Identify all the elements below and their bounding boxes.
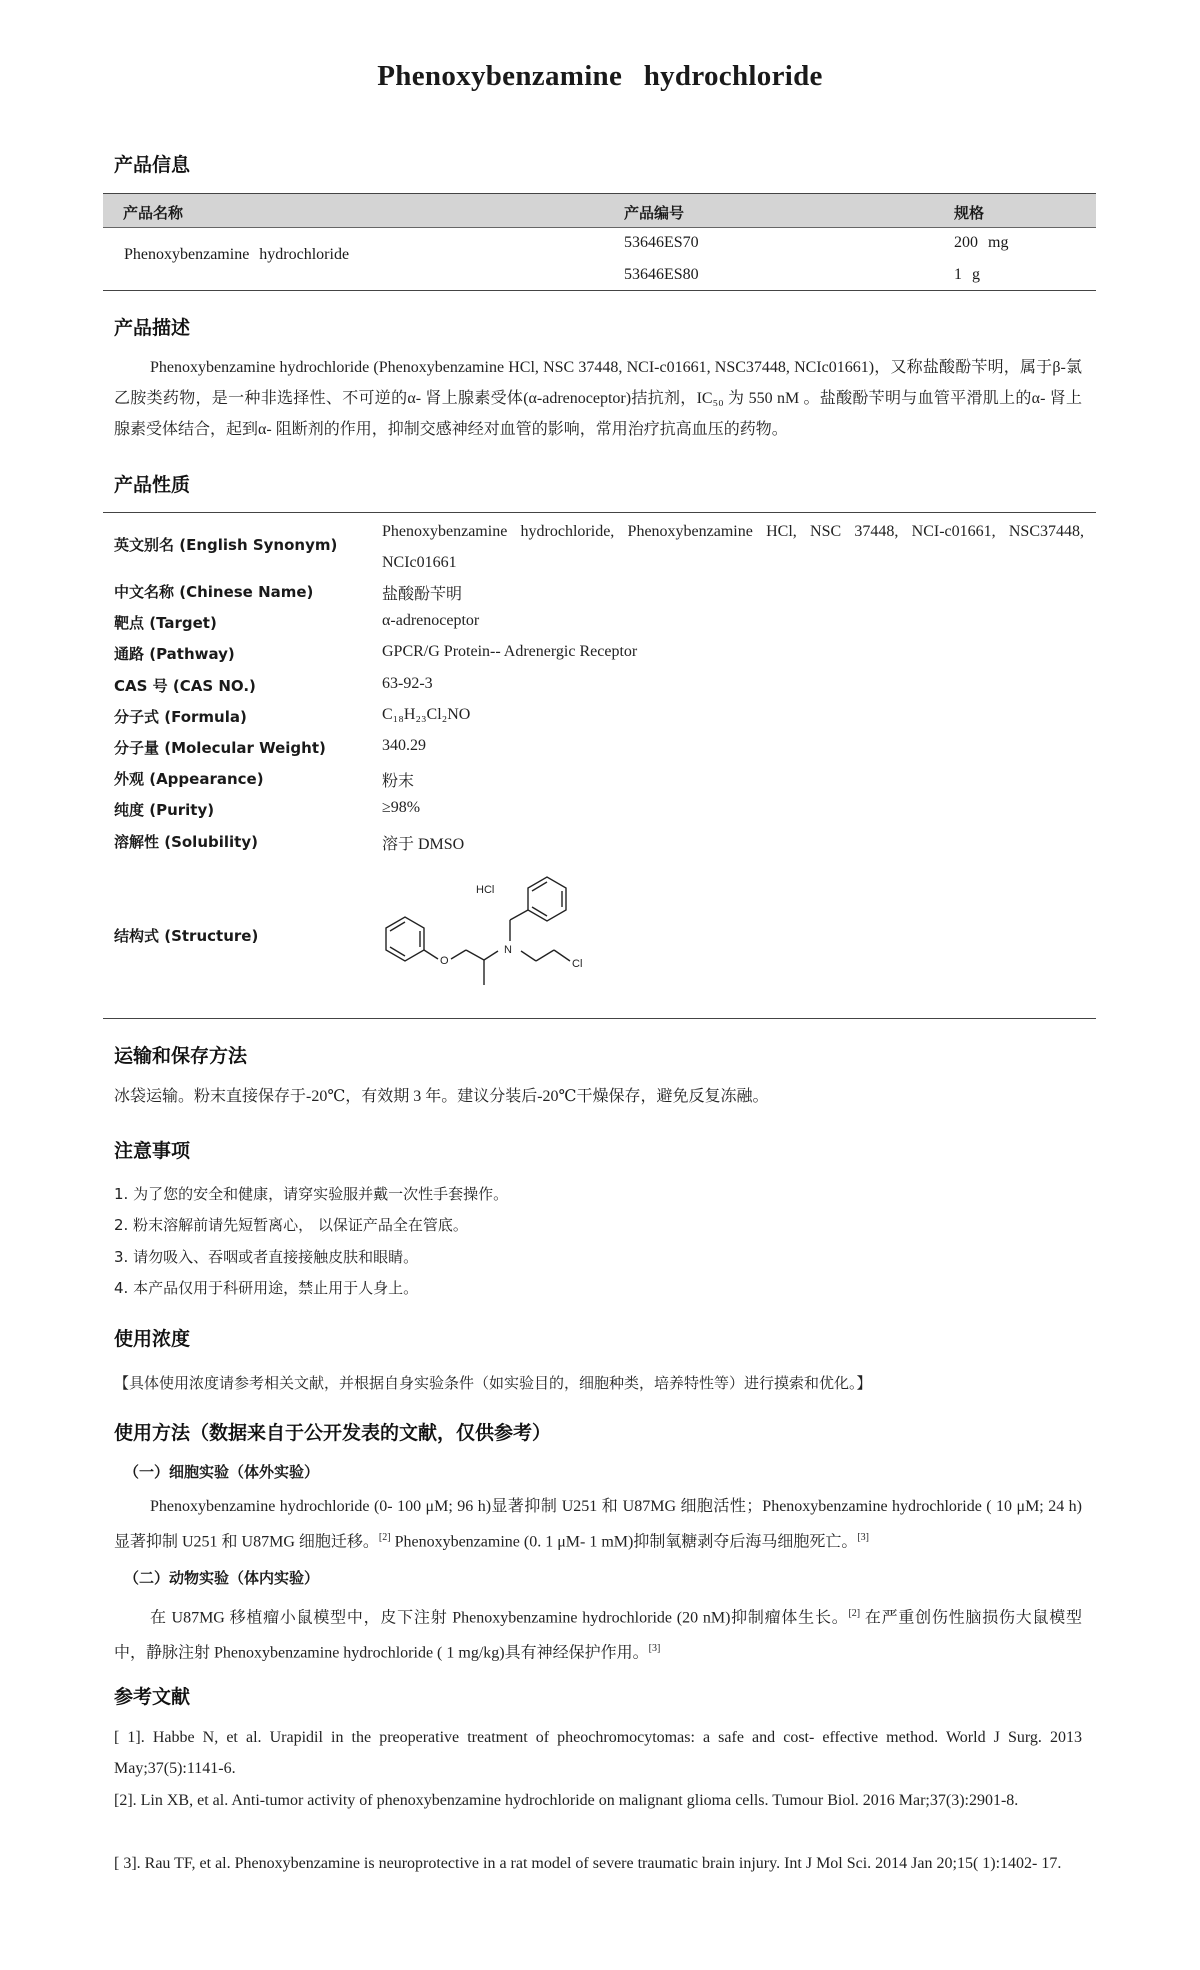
prop-value-chinese-name: 盐酸酚苄明 [382,586,463,603]
animal-text-part-b: 在严重创伤性脑损伤大鼠模型中，静脉注射 Phenoxybenzamine hydrochloride ( 1 mg/kg)具有神经保护作用。 [114,1609,1082,1662]
chlorine-label: Cl [572,958,583,970]
oxygen-label: O [440,955,449,967]
prop-value-purity: ≥98% [382,799,421,816]
animal-ref-a: [2] [848,1608,861,1619]
prop-label-pathway: 通路 (Pathway) [114,645,235,663]
prop-value-target: α-adrenoceptor [382,612,480,629]
reference-3: [ 3]. Rau TF, et al. Phenoxybenzamine is neuroprotective in a rat model of severe traumatic brain injury. Int J Mol Sci. 2014 Jan 20;15( 1):1402- 17. [114,1855,1062,1872]
note-item-1: 1. 为了您的安全和健康，请穿实验服并戴一次性手套操作。 [114,1185,509,1203]
prop-label-purity: 纯度 (Purity) [114,801,215,819]
prop-label-target: 靶点 (Target) [114,614,217,632]
chemical-structure [380,875,620,1009]
heading-properties: 产品性质 [114,474,191,496]
prop-label-formula: 分子式 (Formula) [114,708,247,726]
structure-drawing [380,875,620,1005]
header-product-name: 产品名称 [123,204,184,222]
phenyl-ring-top [528,877,566,921]
properties-bottom-rule [103,1018,1096,1019]
prop-label-appearance: 外观 (Appearance) [114,770,264,788]
product-code-1: 53646ES70 [624,234,699,251]
prop-value-formula: C₁₈H₂₃Cl₂NO [382,706,471,723]
heading-notes: 注意事项 [114,1140,191,1162]
prop-value-pathway: GPCR/G Protein-- Adrenergic Receptor [382,643,638,660]
phenyl-ring-left [386,917,424,961]
note-item-3: 3. 请勿吸入、吞咽或者直接接触皮肤和眼睛。 [114,1248,419,1266]
header-product-code: 产品编号 [624,204,685,222]
table-bottom-rule [103,290,1096,291]
cell-ref-b: [3] [857,1532,870,1543]
cell-text-part-b: Phenoxybenzamine (0. 1 μM- 1 mM)抑制氧糖剥夺后海马细胞死亡。 [390,1533,858,1551]
prop-value-english-synonym: Phenoxybenzamine hydrochloride, Phenoxybenzamine HCl, NSC 37448, NCI-c01661, NSC37448, NCIc01661 [382,523,1084,571]
heading-usage: 使用方法（数据来自于公开发表的文献，仅供参考） [114,1422,552,1444]
prop-value-molecular-weight: 340.29 [382,737,426,754]
heading-references: 参考文献 [114,1686,191,1708]
subheading-animal-experiment: （二）动物实验（体内实验） [124,1569,320,1587]
description-text: Phenoxybenzamine hydrochloride (Phenoxybenzamine HCl, NSC 37448, NCI-c01661, NSC37448, NCIc01661)，又称盐酸酚苄明，属于β-氯乙胺类药物，是一种非选择性、不可逆的α- 肾上腺素受体(α-adrenoceptor)拮抗剂，IC₅₀ 为 550 nM 。盐酸酚苄明与血管平滑肌上的α- 肾上腺素受体结合，起到α- 阻断剂的作用，抑制交感神经对血管的影响，常用治疗抗高血压的药物。 [114,359,1082,438]
subheading-cell-experiment: （一）细胞实验（体外实验） [124,1463,320,1481]
heading-product-info: 产品信息 [114,154,191,176]
cell-experiment-text [114,1491,1082,1557]
page-title: Phenoxybenzamine hydrochloride [377,60,823,92]
prop-label-solubility: 溶解性 (Solubility) [114,833,258,851]
cell-text-part-a: Phenoxybenzamine hydrochloride (0- 100 μM; 96 h)显著抑制 U251 和 U87MG 细胞活性；Phenoxybenzamine hydrochloride ( 10 μM; 24 h)显著抑制 U251 和 U87MG 细胞迁移。 [114,1498,1082,1551]
animal-ref-b: [3] [648,1643,661,1655]
nitrogen-label: N [504,944,512,956]
heading-concentration: 使用浓度 [114,1328,191,1350]
prop-label-molecular-weight: 分子量 (Molecular Weight) [114,739,326,757]
header-spec: 规格 [954,204,985,222]
prop-value-appearance: 粉末 [382,773,415,790]
prop-value-solubility: 溶于 DMSO [382,836,465,853]
cell-ref-a: [2] [378,1532,391,1543]
reference-1: [ 1]. Habbe N, et al. Urapidil in the preoperative treatment of pheochromocytomas: a safe and cost- effective method. World J Surg. 2013 May;37(5):1141-6. [114,1729,1082,1777]
properties-top-rule [103,512,1096,513]
product-table-header [103,193,1096,228]
prop-value-cas: 63-92-3 [382,675,433,692]
animal-experiment-text [114,1598,1082,1669]
reference-2: [2]. Lin XB, et al. Anti-tumor activity of phenoxybenzamine hydrochloride on malignant glioma cells. Tumour Biol. 2016 Mar;37(3):2901-8. [114,1792,1019,1809]
heading-description: 产品描述 [114,317,191,339]
prop-label-structure: 结构式 (Structure) [114,927,259,945]
product-code-2: 53646ES80 [624,266,699,283]
prop-label-cas: CAS 号 (CAS NO.) [114,677,256,695]
animal-text-part-a: 在 U87MG 移植瘤小鼠模型中，皮下注射 Phenoxybenzamine hydrochloride (20 nM)抑制瘤体生长。 [150,1609,849,1627]
note-item-4: 4. 本产品仅用于科研用途，禁止用于人身上。 [114,1279,419,1297]
product-spec-2: 1 g [954,266,980,283]
prop-label-english-synonym: 英文别名 (English Synonym) [114,536,338,554]
product-name-cell: Phenoxybenzamine hydrochloride [124,246,350,263]
heading-storage: 运输和保存方法 [114,1045,248,1067]
note-item-2: 2. 粉末溶解前请先短暂离心， 以保证产品全在管底。 [114,1216,468,1234]
prop-label-chinese-name: 中文名称 (Chinese Name) [114,583,314,601]
product-spec-1: 200 mg [954,234,1009,251]
storage-text: 冰袋运输。粉末直接保存于-20℃，有效期 3 年。建议分装后-20℃干燥保存，避免反复冻融。 [114,1088,769,1105]
concentration-text: 【具体使用浓度请参考相关文献，并根据自身实验条件（如实验目的，细胞种类，培养特性等）进行摸索和优化。】 [114,1374,872,1392]
hcl-label: HCl [476,884,495,896]
